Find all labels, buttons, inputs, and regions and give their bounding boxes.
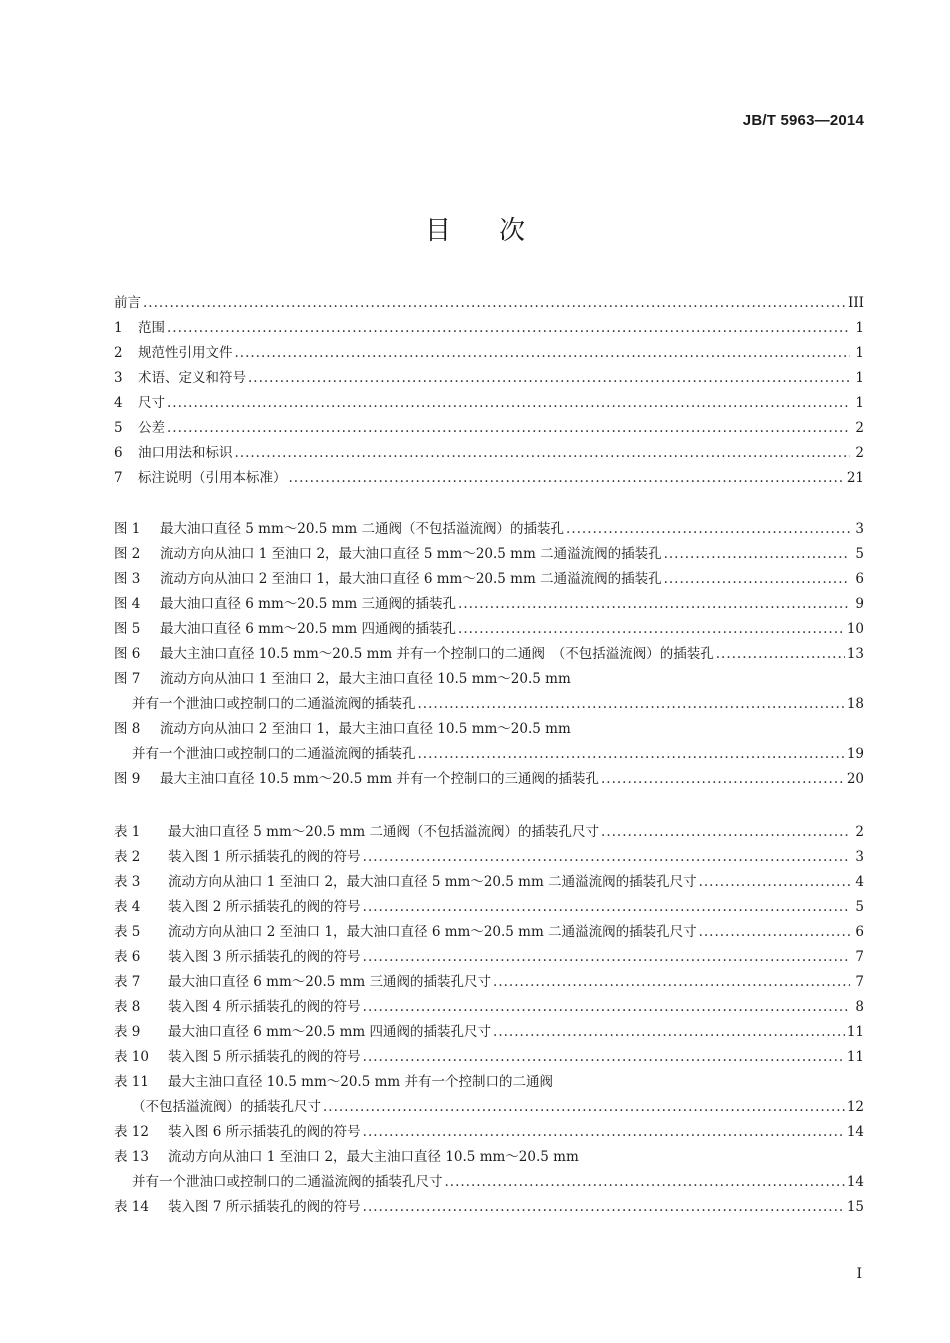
table-entry[interactable] — [114, 995, 864, 1020]
leader-dots — [418, 692, 845, 717]
table-entry-number: 表 11 — [114, 1074, 149, 1090]
figure-entry-page: 20 — [846, 771, 864, 787]
figure-entry-page: 18 — [846, 696, 864, 712]
figure-entry-page: 19 — [846, 746, 864, 762]
leader-dots — [235, 441, 851, 466]
table-entry-page: 4 — [855, 874, 864, 890]
leader-dots — [445, 1170, 845, 1195]
leader-dots — [699, 870, 850, 895]
leader-dots — [493, 1020, 845, 1045]
section-entry[interactable] — [114, 466, 864, 491]
table-entry-label: 装入图 7 所示插装孔的阀的符号 — [168, 1199, 361, 1215]
section-entry[interactable] — [114, 391, 864, 416]
table-entry[interactable] — [114, 1070, 864, 1095]
table-entry-page: 14 — [846, 1124, 864, 1140]
leader-dots — [458, 617, 845, 642]
figure-entry-number: 图 6 — [114, 646, 141, 662]
figure-entry-number: 图 1 — [114, 521, 141, 537]
leader-dots — [363, 895, 850, 920]
figure-entry-page: 6 — [855, 571, 864, 587]
table-entry-number: 表 1 — [114, 824, 141, 840]
table-entry-page: 5 — [855, 899, 864, 915]
table-entry-number: 表 10 — [114, 1049, 149, 1065]
table-entry-label: 装入图 1 所示插装孔的阀的符号 — [168, 849, 361, 865]
section-entry-label: 范围 — [138, 320, 165, 336]
leader-dots — [493, 970, 850, 995]
figure-entry[interactable] — [114, 617, 864, 642]
table-entry-label: 最大油口直径 5 mm～20.5 mm 二通阀（不包括溢流阀）的插装孔尺寸 — [168, 824, 600, 840]
table-entry-number: 表 4 — [114, 899, 141, 915]
leader-dots — [363, 945, 850, 970]
figure-entry-page: 13 — [846, 646, 864, 662]
table-entry[interactable] — [114, 1020, 864, 1045]
table-entry-label: 最大油口直径 6 mm～20.5 mm 四通阀的插装孔尺寸 — [168, 1024, 492, 1040]
figure-entry-label: 流动方向从油口 1 至油口 2，最大主油口直径 10.5 mm～20.5 mm — [160, 671, 571, 687]
leader-dots — [323, 1095, 845, 1120]
figure-entry-page: 10 — [846, 621, 864, 637]
section-entry-page: 2 — [855, 420, 864, 436]
leader-dots — [699, 920, 850, 945]
table-entry-number: 表 9 — [114, 1024, 141, 1040]
section-entry-number: 3 — [114, 370, 123, 386]
leader-dots — [716, 642, 845, 667]
table-entry[interactable] — [114, 820, 864, 845]
table-entry-number: 表 7 — [114, 974, 141, 990]
leader-dots — [664, 567, 850, 592]
figure-entry-page: 9 — [855, 596, 864, 612]
section-entry[interactable] — [114, 341, 864, 366]
figure-entry-label: 最大主油口直径 10.5 mm～20.5 mm 并有一个控制口的三通阀的插装孔 — [160, 771, 599, 787]
figure-entry-number: 图 4 — [114, 596, 141, 612]
table-entry-label: 装入图 5 所示插装孔的阀的符号 — [168, 1049, 361, 1065]
figure-entry-label: 最大油口直径 6 mm～20.5 mm 三通阀的插装孔 — [160, 596, 457, 612]
figure-entry[interactable] — [114, 542, 864, 567]
table-entry-number: 表 5 — [114, 924, 141, 940]
leader-dots — [601, 820, 850, 845]
section-entry-page: 1 — [855, 320, 864, 336]
figure-entry-number: 图 5 — [114, 621, 141, 637]
section-entry-page: III — [848, 295, 864, 311]
section-entry[interactable] — [114, 416, 864, 441]
figure-entry[interactable] — [114, 567, 864, 592]
leader-dots — [235, 341, 851, 366]
figure-entry-label: 最大油口直径 6 mm～20.5 mm 四通阀的插装孔 — [160, 621, 457, 637]
section-entry-page: 2 — [855, 445, 864, 461]
leader-dots — [289, 466, 845, 491]
table-entry-label: 装入图 3 所示插装孔的阀的符号 — [168, 949, 361, 965]
table-entry[interactable] — [114, 870, 864, 895]
figure-entry-page: 3 — [855, 521, 864, 537]
leader-dots — [167, 391, 850, 416]
leader-dots — [363, 1120, 845, 1145]
table-entry-label: 装入图 6 所示插装孔的阀的符号 — [168, 1124, 361, 1140]
table-entry-page: 2 — [855, 824, 864, 840]
table-entry-page: 8 — [855, 999, 864, 1015]
table-entry[interactable] — [114, 970, 864, 995]
leader-dots — [458, 592, 850, 617]
section-entry-label: 尺寸 — [138, 395, 165, 411]
figure-entry-continuation[interactable] — [114, 692, 864, 717]
page-number: I — [856, 1266, 862, 1282]
table-entry[interactable] — [114, 1120, 864, 1145]
leader-dots — [363, 1195, 845, 1220]
section-entry-number: 2 — [114, 345, 123, 361]
leader-dots — [167, 416, 850, 441]
table-entry[interactable] — [114, 845, 864, 870]
table-entry[interactable] — [114, 895, 864, 920]
toc-figures — [114, 517, 864, 792]
table-entry-continuation[interactable] — [114, 1170, 864, 1195]
table-entry-page: 6 — [855, 924, 864, 940]
table-entry-page: 7 — [855, 949, 864, 965]
section-entry-number: 7 — [114, 470, 123, 486]
table-entry-label: 最大主油口直径 10.5 mm～20.5 mm 并有一个控制口的二通阀 — [168, 1074, 553, 1090]
figure-entry-continuation[interactable] — [114, 742, 864, 767]
toc-sections — [114, 291, 864, 491]
table-entry-continuation[interactable] — [114, 1095, 864, 1120]
figure-entry[interactable] — [114, 642, 864, 667]
figure-entry[interactable] — [114, 667, 864, 692]
table-entry-page: 11 — [846, 1024, 864, 1040]
table-entry-page: 14 — [846, 1174, 864, 1190]
table-entry[interactable] — [114, 920, 864, 945]
table-entry-label-continued: （不包括溢流阀）的插装孔尺寸 — [132, 1099, 321, 1115]
figure-entry-label-continued: 并有一个泄油口或控制口的二通溢流阀的插装孔 — [132, 746, 416, 762]
leader-dots — [601, 767, 845, 792]
table-entry-number: 表 12 — [114, 1124, 149, 1140]
section-entry-label: 公差 — [138, 420, 165, 436]
section-entry-label: 前言 — [114, 295, 141, 311]
figure-entry-number: 图 3 — [114, 571, 141, 587]
leader-dots — [363, 845, 850, 870]
table-entry-number: 表 14 — [114, 1199, 149, 1215]
table-entry-label: 流动方向从油口 2 至油口 1，最大油口直径 6 mm～20.5 mm 二通溢流阀的插装孔尺寸 — [168, 924, 697, 940]
table-entry-page: 11 — [846, 1049, 864, 1065]
document-id: JB/T 5963—2014 — [742, 112, 864, 129]
page-title: 目次 — [424, 216, 573, 246]
table-entry-number: 表 2 — [114, 849, 141, 865]
figure-entry-label-continued: 并有一个泄油口或控制口的二通溢流阀的插装孔 — [132, 696, 416, 712]
section-entry-number: 1 — [114, 320, 123, 336]
table-entry-label: 流动方向从油口 1 至油口 2，最大油口直径 5 mm～20.5 mm 二通溢流阀的插装孔尺寸 — [168, 874, 697, 890]
figure-entry[interactable] — [114, 717, 864, 742]
table-entry-label: 装入图 2 所示插装孔的阀的符号 — [168, 899, 361, 915]
figure-entry-number: 图 2 — [114, 546, 141, 562]
table-entry[interactable] — [114, 1045, 864, 1070]
figure-entry[interactable] — [114, 517, 864, 542]
table-entry-label: 最大油口直径 6 mm～20.5 mm 三通阀的插装孔尺寸 — [168, 974, 492, 990]
table-entry-number: 表 13 — [114, 1149, 149, 1165]
table-entry-page: 12 — [846, 1099, 864, 1115]
figure-entry-number: 图 7 — [114, 671, 141, 687]
table-entry-number: 表 8 — [114, 999, 141, 1015]
figure-entry-label: 流动方向从油口 2 至油口 1，最大主油口直径 10.5 mm～20.5 mm — [160, 721, 571, 737]
figure-entry-label: 流动方向从油口 2 至油口 1，最大油口直径 6 mm～20.5 mm 二通溢流阀的插装孔 — [160, 571, 662, 587]
figure-entry-number: 图 8 — [114, 721, 141, 737]
table-entry-page: 15 — [846, 1199, 864, 1215]
leader-dots — [418, 742, 845, 767]
figure-entry-label: 流动方向从油口 1 至油口 2，最大油口直径 5 mm～20.5 mm 二通溢流阀的插装孔 — [160, 546, 662, 562]
section-entry-page: 1 — [855, 370, 864, 386]
section-entry[interactable] — [114, 316, 864, 341]
figure-entry[interactable] — [114, 592, 864, 617]
section-entry-page: 21 — [846, 470, 864, 486]
section-entry-number: 5 — [114, 420, 123, 436]
section-entry[interactable] — [114, 441, 864, 466]
table-entry[interactable] — [114, 1195, 864, 1220]
section-entry-label: 标注说明（引用本标准） — [138, 470, 287, 486]
section-entry-page: 1 — [855, 395, 864, 411]
section-entry-page: 1 — [855, 345, 864, 361]
figure-entry-label: 最大主油口直径 10.5 mm～20.5 mm 并有一个控制口的二通阀 （不包括溢流阀）的插装孔 — [160, 646, 714, 662]
figure-entry[interactable] — [114, 767, 864, 792]
section-entry[interactable] — [114, 291, 864, 316]
figure-entry-page: 5 — [855, 546, 864, 562]
section-entry-number: 6 — [114, 445, 123, 461]
section-entry-number: 4 — [114, 395, 123, 411]
table-entry-label: 装入图 4 所示插装孔的阀的符号 — [168, 999, 361, 1015]
leader-dots — [566, 517, 850, 542]
leader-dots — [167, 316, 850, 341]
table-entry-page: 3 — [855, 849, 864, 865]
table-entry[interactable] — [114, 1145, 864, 1170]
leader-dots — [143, 291, 846, 316]
section-entry-label: 油口用法和标识 — [138, 445, 233, 461]
section-entry-label: 术语、定义和符号 — [138, 370, 246, 386]
leader-dots — [664, 542, 850, 567]
table-entry-page: 7 — [855, 974, 864, 990]
table-entry-label-continued: 并有一个泄油口或控制口的二通溢流阀的插装孔尺寸 — [132, 1174, 443, 1190]
leader-dots — [248, 366, 850, 391]
table-entry-label: 流动方向从油口 1 至油口 2，最大主油口直径 10.5 mm～20.5 mm — [168, 1149, 579, 1165]
leader-dots — [363, 1045, 845, 1070]
leader-dots — [363, 995, 850, 1020]
section-entry[interactable] — [114, 366, 864, 391]
section-entry-label: 规范性引用文件 — [138, 345, 233, 361]
table-entry-number: 表 3 — [114, 874, 141, 890]
table-entry-number: 表 6 — [114, 949, 141, 965]
table-entry[interactable] — [114, 945, 864, 970]
toc-tables — [114, 820, 864, 1220]
figure-entry-label: 最大油口直径 5 mm～20.5 mm 二通阀（不包括溢流阀）的插装孔 — [160, 521, 565, 537]
figure-entry-number: 图 9 — [114, 771, 141, 787]
